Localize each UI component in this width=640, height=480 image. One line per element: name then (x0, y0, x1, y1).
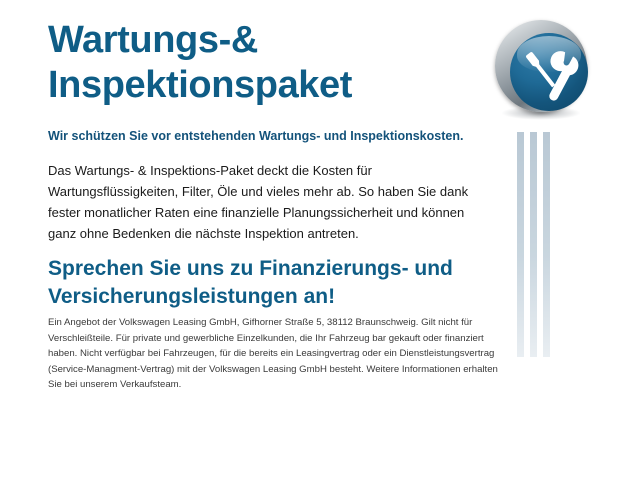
legal-disclaimer: Ein Angebot der Volkswagen Leasing GmbH, Gifhorner Straße 5, 38112 Braunschweig. Gilt nicht für Verschleißteile. Für private und gewerbliche Einzelkunden, die Ihr Fahrzeug bar gekauft oder finanziert haben. Nicht verfügbar bei Fahrzeugen, für die bereits ein Leasingvertrag oder ein Dienstleistungsvertrag (Service-Managment-Vertrag) mit der Volkswagen Leasing GmbH besteht. Weitere Informationen erhalten Sie bei unserem Verkaufsteam. (48, 317, 498, 390)
headline-line-1: Wartungs-& (48, 19, 258, 61)
call-to-action (48, 255, 498, 311)
badge-ring (495, 20, 587, 112)
subheadline: Wir schützen Sie vor entstehenden Wartungs- und Inspektionskosten. (48, 129, 464, 143)
decorative-stripes (517, 132, 563, 357)
cta-line-1: Sprechen Sie uns zu Finanzierungs- und (48, 257, 453, 280)
stripe-2 (530, 132, 537, 357)
page-title (48, 18, 478, 108)
badge-gloss (517, 36, 581, 72)
stripe-1 (517, 132, 524, 357)
stripe-3 (543, 132, 550, 357)
body-paragraph: Das Wartungs- & Inspektions-Paket deckt die Kosten für Wartungsflüssigkeiten, Filter, Öle und vieles mehr ab. So haben Sie dank fester monatlicher Raten eine finanzielle Planungssicherheit und können ganz ohne Bedenken die nächste Inspektion antreten. (48, 163, 469, 241)
badge-inner (510, 33, 588, 111)
cta-line-2: Versicherungsleistungen an! (48, 285, 336, 308)
service-badge (487, 14, 595, 122)
headline-line-2: Inspektionspaket (48, 64, 353, 106)
